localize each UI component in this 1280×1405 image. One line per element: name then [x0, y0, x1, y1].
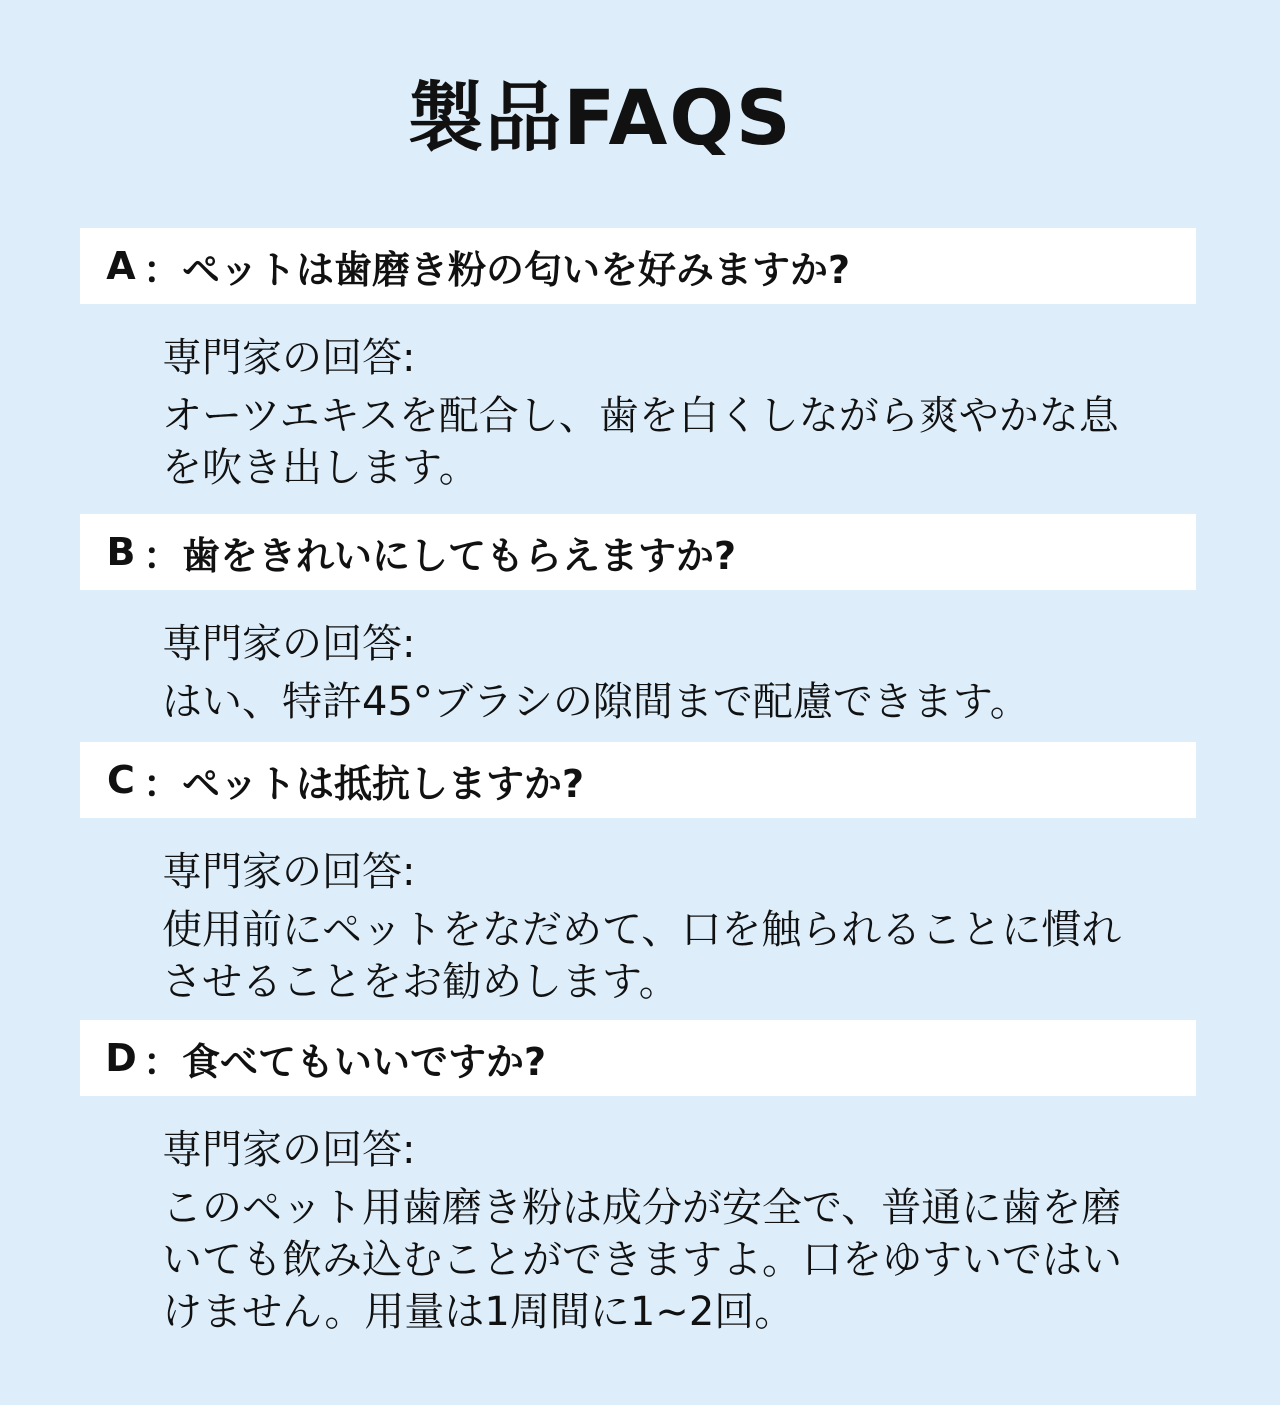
question-text: ペットは歯磨き粉の匂いを好みますか?	[182, 247, 851, 292]
question-separator: ：	[142, 533, 181, 578]
answer-block	[162, 846, 1142, 1008]
question-bar	[80, 514, 1196, 590]
question-bar	[80, 742, 1196, 818]
answer-block	[162, 618, 1142, 728]
page-title: 製品FAQS	[407, 73, 793, 162]
answer-label: 専門家の回答:	[162, 335, 416, 381]
answer-text: オーツエキスを配合し、歯を白くしながら爽やかな息を吹き出します。	[162, 393, 1119, 491]
question-separator: ：	[142, 761, 181, 806]
question-text: 食べてもいいですか?	[182, 1039, 547, 1084]
answer-text: 使用前にペットをなだめて、口を触られることに慣れさせることをお勧めします。	[162, 907, 1122, 1005]
question-letter: D	[105, 1036, 137, 1080]
question-letter: B	[106, 530, 136, 574]
question-bar	[80, 228, 1196, 304]
answer-block	[162, 1124, 1142, 1338]
question-text: 歯をきれいにしてもらえますか?	[182, 533, 737, 578]
answer-label: 専門家の回答:	[162, 849, 416, 895]
answer-text: このペット用歯磨き粉は成分が安全で、普通に歯を磨いても飲み込むことができますよ。口をゆすいではいけません。用量は1周間に1~2回。	[162, 1185, 1122, 1335]
question-letter: C	[107, 758, 135, 802]
answer-text: はい、特許45°ブラシの隙間まで配慮できます。	[162, 679, 1030, 725]
question-letter: A	[106, 244, 136, 288]
answer-label: 専門家の回答:	[162, 621, 416, 667]
question-text: ペットは抵抗しますか?	[182, 761, 585, 806]
answer-label: 専門家の回答:	[162, 1127, 416, 1173]
answer-block	[162, 332, 1142, 494]
question-separator: ：	[142, 247, 181, 292]
question-bar	[80, 1020, 1196, 1096]
question-separator: ：	[142, 1039, 181, 1084]
